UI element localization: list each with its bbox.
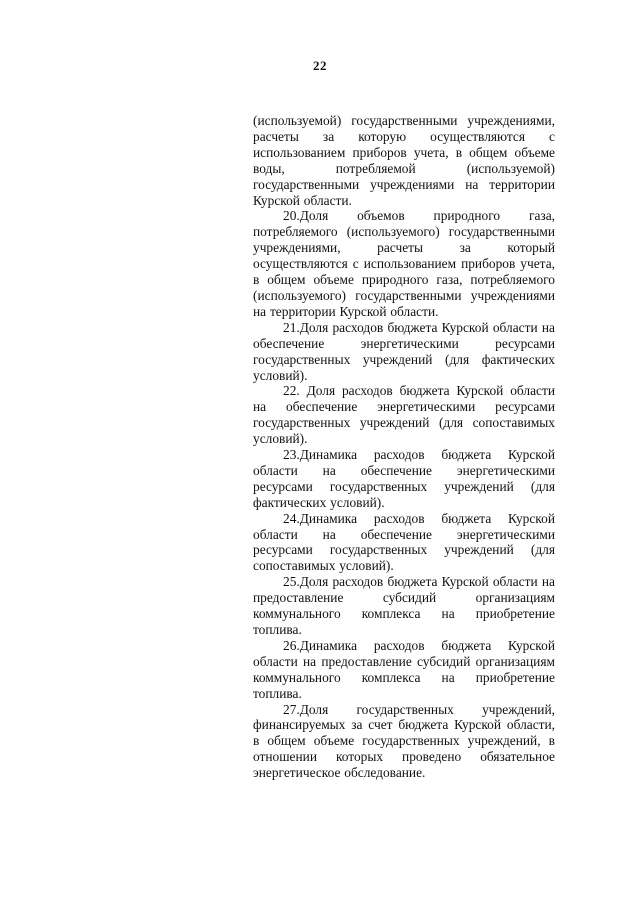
paragraph-item-24: 24.Динамика расходов бюджета Курской области на обеспечение энергетическими ресурсами государственных учреждений (для сопоставимых условий). [253, 510, 555, 574]
paragraph-item-21: 21.Доля расходов бюджета Курской области на обеспечение энергетическими ресурсами государственных учреждений (для фактических условий). [253, 319, 555, 383]
paragraph-item-26: 26.Динамика расходов бюджета Курской области на предоставление субсидий организациям коммунального комплекса на приобретение топлива. [253, 637, 555, 701]
paragraph-item-27: 27.Доля государственных учреждений, финансируемых за счет бюджета Курской области, в общем объеме государственных учреждений, в отношении которых проведено обязательное энергетическое обследование. [253, 701, 555, 781]
document-body [253, 113, 555, 781]
page-number: 22 [313, 58, 327, 73]
paragraph-item-23: 23.Динамика расходов бюджета Курской области на обеспечение энергетическими ресурсами государственных учреждений (для фактических условий). [253, 447, 555, 510]
paragraph-continuation: (используемой) государственными учреждениями, расчеты за которую осуществляются с использованием приборов учета, в общем объеме воды, потребляемой (используемой) государственными учреждениями на территории Курской области. [253, 113, 555, 208]
paragraph-item-22: 22. Доля расходов бюджета Курской области на обеспечение энергетическими ресурсами государственных учреждений (для сопоставимых условий). [253, 383, 555, 447]
paragraph-item-25: 25.Доля расходов бюджета Курской области на предоставление субсидий организациям коммунального комплекса на приобретение топлива. [253, 574, 555, 637]
paragraph-item-20: 20.Доля объемов природного газа, потребляемого (используемого) государственными учреждениями, расчеты за который осуществляются с использованием приборов учета, в общем объеме природного газа, потребляемого (используемого) государственными учреждениями на территории Курской области. [253, 208, 555, 319]
